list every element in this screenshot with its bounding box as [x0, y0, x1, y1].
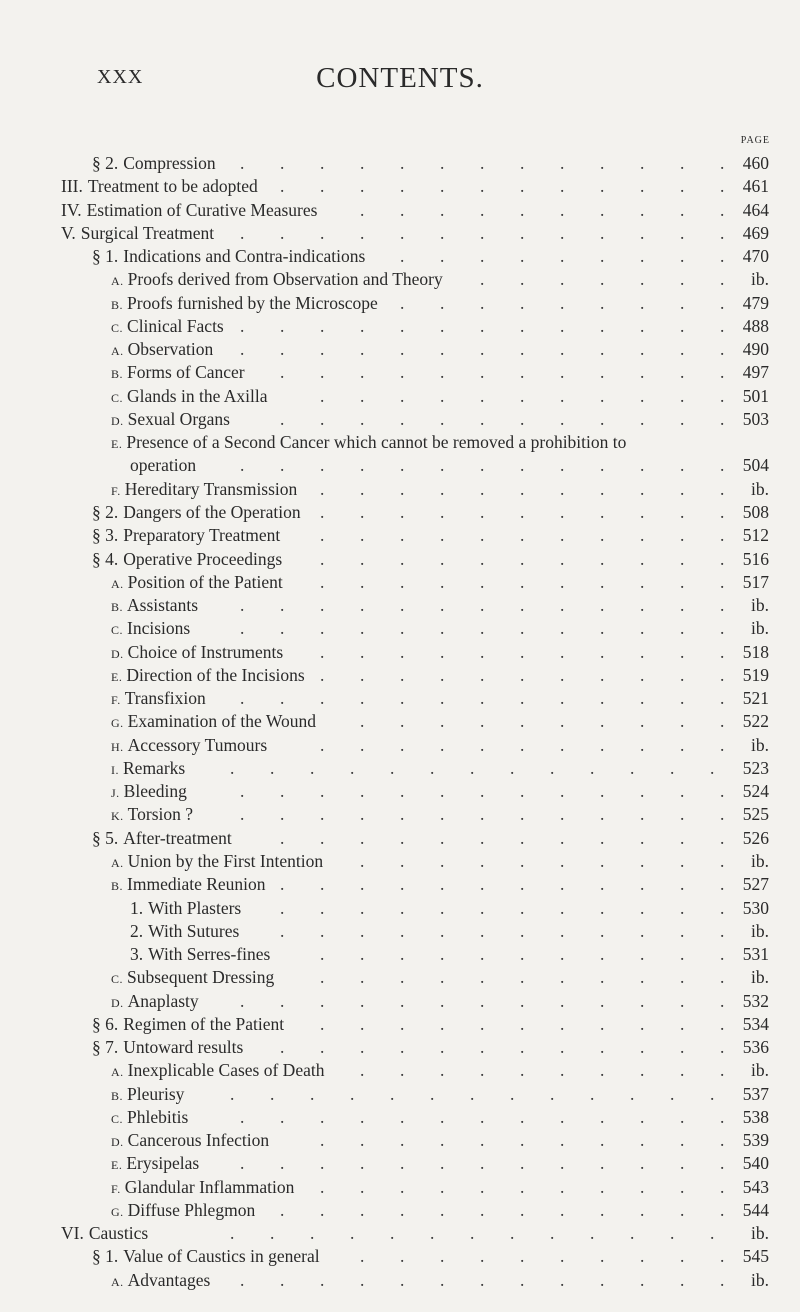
- toc-entry-page: 532: [742, 990, 769, 1011]
- toc-entry: C. Phlebitis 538 . . . . . . . . . . . . .: [0, 1106, 800, 1129]
- toc-entry-text: Hereditary Transmission: [124, 478, 298, 499]
- toc-entry-page: 521: [742, 688, 769, 709]
- toc-entry-text: Value of Caustics in general: [123, 1246, 320, 1267]
- toc-entry-marker: B.: [111, 879, 124, 894]
- toc-entry: A. Position of the Patient 517 . . . . . . . . . . .: [0, 571, 800, 594]
- toc-entry-page: 488: [742, 315, 769, 336]
- toc-entry-text: Accessory Tumours: [127, 734, 268, 755]
- toc-entry: 3. With Serres-fines 531 . . . . . . . . . . .: [0, 943, 800, 966]
- page-column-label: PAGE: [740, 135, 770, 146]
- toc-entry: F. Transfixion 521 . . . . . . . . . . . . .: [0, 687, 800, 710]
- toc-entry-text: Compression: [123, 153, 216, 173]
- toc-entry: A. Proofs derived from Observation and Theory ib. . . . . . . .: [0, 268, 800, 291]
- toc-entry-marker: D.: [111, 646, 124, 661]
- toc-entry-text: Torsion ?: [127, 804, 194, 825]
- toc-entry-marker: G.: [111, 1204, 124, 1219]
- toc-entry-text: Union by the First Intention: [127, 850, 324, 871]
- toc-entry-text: Preparatory Treatment: [123, 525, 281, 546]
- toc-entry-text: Surgical Treatment: [80, 222, 215, 243]
- toc-entry-page: 504: [742, 455, 769, 476]
- toc-entry: A. Advantages ib. . . . . . . . . . . . . .: [0, 1269, 800, 1292]
- toc-entry-text: Transfixion: [124, 688, 206, 709]
- toc-entry-label: [111, 734, 267, 759]
- toc-entry-page: 544: [742, 1199, 769, 1220]
- toc-entry-marker: B.: [111, 297, 124, 312]
- toc-entry-page: ib.: [751, 618, 769, 639]
- toc-entry-text: Estimation of Curative Measures: [86, 199, 318, 220]
- toc-entry-page: ib.: [751, 734, 769, 755]
- toc-entry-text: With Sutures: [148, 920, 240, 941]
- toc-entry-text: Untoward results: [123, 1037, 244, 1058]
- toc-entry: operation 504 . . . . . . . . . . . . .: [0, 454, 800, 477]
- toc-entry-page: ib.: [751, 920, 769, 941]
- toc-entry-marker: B.: [111, 1088, 124, 1103]
- toc-entry-marker: § 1.: [92, 246, 119, 267]
- toc-entry-marker: § 7.: [92, 1037, 119, 1058]
- toc-entry-text: With Serres-fines: [148, 944, 271, 965]
- toc-entry-label: [92, 501, 301, 524]
- toc-entry: B. Proofs furnished by the Microscope 479 . . . . . . . . .: [0, 292, 800, 315]
- toc-entry-text: Bleeding: [123, 781, 187, 802]
- toc-entry-page: 539: [742, 1130, 769, 1151]
- toc-entry-page: 527: [742, 874, 769, 895]
- toc-entry-page: 518: [742, 641, 769, 662]
- toc-entry-page: 470: [742, 246, 769, 267]
- toc-entry-marker: C.: [111, 390, 124, 405]
- toc-entry-label: [111, 990, 199, 1015]
- toc-entry-label: [130, 920, 239, 943]
- toc-entry-label: [92, 1036, 243, 1059]
- toc-entry: § 1. Indications and Contra-indications 470 . . . . . . . . .: [0, 245, 800, 268]
- toc-entry-text: Sexual Organs: [127, 408, 230, 429]
- toc-entry: III. Treatment to be adopted 461 . . . . . . . . . . . .: [0, 175, 800, 198]
- toc-entry-marker: § 1.: [92, 1246, 119, 1267]
- toc-entry-marker: C.: [111, 1111, 124, 1126]
- toc-entry: § 2. Dangers of the Operation 508 . . . . . . . . . . .: [0, 501, 800, 524]
- toc-entry-label: [61, 199, 317, 222]
- toc-entry-text: Regimen of the Patient: [123, 1013, 285, 1034]
- toc-entry-label: [111, 1106, 188, 1131]
- toc-entry-marker: B.: [111, 600, 124, 615]
- toc-entry-marker: C.: [111, 623, 124, 638]
- toc-entry-page: 536: [742, 1037, 769, 1058]
- toc-entry-page: ib.: [751, 595, 769, 616]
- toc-entry-marker: B.: [111, 367, 124, 382]
- toc-entry-marker: A.: [111, 576, 124, 591]
- toc-entry-page: 490: [742, 339, 769, 360]
- toc-entry: A. Inexplicable Cases of Death ib. . . . . . . . . . .: [0, 1059, 800, 1082]
- toc-entry-marker: A.: [111, 274, 124, 289]
- toc-entry-text: Immediate Reunion: [127, 874, 266, 895]
- toc-entry-text: Dangers of the Operation: [123, 501, 301, 522]
- toc-entry-label: [111, 617, 190, 642]
- toc-entry-page: ib.: [751, 850, 769, 871]
- toc-entry-label: [111, 1176, 294, 1201]
- toc-entry-page: 525: [742, 804, 769, 825]
- toc-entry-page: 543: [742, 1176, 769, 1197]
- toc-entry-marker: J.: [111, 786, 120, 801]
- toc-entry-label: [111, 338, 213, 363]
- toc-entry-label: [111, 268, 443, 293]
- toc-entry-page: 519: [742, 664, 769, 685]
- toc-entry: § 3. Preparatory Treatment 512 . . . . . . . . . . .: [0, 524, 800, 547]
- toc-entry-label: [111, 873, 266, 898]
- toc-entry-page: 497: [742, 362, 769, 383]
- toc-entry-page: 538: [742, 1106, 769, 1127]
- toc-entry-label: [111, 408, 230, 433]
- toc-entry: A. Observation 490 . . . . . . . . . . . . .: [0, 338, 800, 361]
- toc-entry-page: 464: [742, 199, 769, 220]
- toc-entry-page: 461: [742, 176, 769, 197]
- toc-entry-label: [111, 1199, 255, 1224]
- toc-entry-label: [130, 943, 270, 966]
- toc-entry-page: 460: [742, 153, 769, 173]
- toc-entry-text: Presence of a Second Cancer which cannot be removed a prohibition to: [126, 432, 627, 453]
- toc-entry-marker: E.: [111, 437, 123, 452]
- toc-entry: D. Choice of Instruments 518 . . . . . . . . . . .: [0, 641, 800, 664]
- toc-entry-page: 526: [742, 827, 769, 848]
- toc-entry-label: [111, 780, 187, 805]
- toc-entry-label: [111, 710, 316, 735]
- toc-entry: J. Bleeding 524 . . . . . . . . . . . . .: [0, 780, 800, 803]
- toc-entry: § 1. Value of Caustics in general 545 . . . . . . . . . .: [0, 1245, 800, 1268]
- toc-entry-marker: F.: [111, 483, 121, 498]
- toc-entry-marker: § 6.: [92, 1013, 119, 1034]
- toc-entry-marker: VI.: [61, 1223, 84, 1244]
- toc-entry: D. Sexual Organs 503 . . . . . . . . . . . .: [0, 408, 800, 431]
- toc-entry: § 6. Regimen of the Patient 534 . . . . . . . . . . .: [0, 1013, 800, 1036]
- toc-entry-marker: D.: [111, 995, 124, 1010]
- toc-entry-label: [61, 175, 258, 198]
- toc-entry-text: Operative Proceedings: [123, 548, 283, 569]
- toc-entry-marker: E.: [111, 669, 123, 684]
- toc-entry-text: Anaplasty: [127, 990, 199, 1011]
- toc-entry-page: 530: [742, 897, 769, 918]
- toc-entry: E. Direction of the Incisions 519 . . . . . . . . . . .: [0, 664, 800, 687]
- toc-entry-label: [92, 152, 216, 175]
- toc-entry-marker: § 5.: [92, 827, 119, 848]
- toc-entry-page: 512: [742, 525, 769, 546]
- toc-entry-page: 479: [742, 292, 769, 313]
- toc-entry-label: [111, 966, 274, 991]
- toc-entry-text: Incisions: [127, 618, 191, 639]
- toc-entry-text: Diffuse Phlegmon: [127, 1199, 256, 1220]
- toc-entry: C. Incisions ib. . . . . . . . . . . . . .: [0, 617, 800, 640]
- toc-entry-marker: § 4.: [92, 548, 119, 569]
- toc-entry-marker: V.: [61, 222, 76, 243]
- toc-entry-label: [111, 292, 378, 317]
- page-title: CONTENTS.: [316, 62, 484, 94]
- toc-entry-marker: C.: [111, 320, 124, 335]
- toc-entry-text: Caustics: [88, 1223, 149, 1244]
- toc-entry-marker: 3.: [130, 944, 144, 965]
- toc-entry-marker: A.: [111, 855, 124, 870]
- toc-entry: C. Clinical Facts 488 . . . . . . . . . . . . .: [0, 315, 800, 338]
- toc-entry-label: [111, 385, 268, 410]
- toc-entry-text: Pleurisy: [127, 1083, 185, 1104]
- toc-entry-label: [130, 454, 196, 477]
- toc-entry-marker: K.: [111, 809, 124, 824]
- toc-entry-page: 508: [742, 501, 769, 522]
- toc-entry-label: [92, 1013, 284, 1036]
- toc-entry: C. Glands in the Axilla 501 . . . . . . . . . . .: [0, 385, 800, 408]
- toc-entry-text: Subsequent Dressing: [127, 967, 275, 988]
- toc-entry: G. Diffuse Phlegmon 544 . . . . . . . . . . . .: [0, 1199, 800, 1222]
- toc-entry-label: [111, 803, 193, 828]
- toc-entry: V. Surgical Treatment 469 . . . . . . . . . . . . .: [0, 222, 800, 245]
- toc-entry-text: Glands in the Axilla: [127, 385, 268, 406]
- table-of-contents: [0, 152, 800, 1292]
- toc-entry-page: ib.: [751, 1269, 769, 1290]
- toc-entry-label: [111, 478, 297, 503]
- toc-entry-text: operation: [130, 455, 197, 476]
- toc-entry-text: Treatment to be adopted: [87, 176, 258, 197]
- toc-entry-page: 517: [742, 571, 769, 592]
- toc-entry-text: With Plasters: [148, 897, 242, 918]
- toc-entry: D. Anaplasty 532 . . . . . . . . . . . . .: [0, 990, 800, 1013]
- toc-entry-page: ib.: [751, 269, 769, 290]
- toc-entry-label: [111, 594, 198, 619]
- toc-entry: 2. With Sutures ib. . . . . . . . . . . . .: [0, 920, 800, 943]
- toc-entry-text: Glandular Inflammation: [124, 1176, 295, 1197]
- toc-entry-page: ib.: [751, 1060, 769, 1081]
- toc-entry-text: Inexplicable Cases of Death: [127, 1060, 325, 1081]
- toc-entry-label: [111, 850, 323, 875]
- toc-entry: VI. Caustics ib. . . . . . . . . . . . . .: [0, 1222, 800, 1245]
- toc-entry-label: [111, 361, 245, 386]
- toc-entry-text: Observation: [127, 339, 214, 360]
- toc-entry-text: Phlebitis: [127, 1106, 189, 1127]
- toc-entry-page: 534: [742, 1013, 769, 1034]
- toc-entry-page: 540: [742, 1153, 769, 1174]
- toc-entry-label: [92, 827, 232, 850]
- toc-entry-text: Erysipelas: [126, 1153, 200, 1174]
- toc-entry-label: [92, 1245, 320, 1268]
- toc-entry: B. Forms of Cancer 497 . . . . . . . . . . . .: [0, 361, 800, 384]
- toc-entry: G. Examination of the Wound 522 . . . . . . . . . .: [0, 710, 800, 733]
- toc-entry-page: 531: [742, 944, 769, 965]
- toc-entry-label: [111, 315, 224, 340]
- toc-entry-marker: H.: [111, 739, 124, 754]
- toc-entry-page: ib.: [751, 967, 769, 988]
- toc-entry-page: 524: [742, 781, 769, 802]
- toc-entry: K. Torsion ? 525 . . . . . . . . . . . . .: [0, 803, 800, 826]
- toc-entry: F. Glandular Inflammation 543 . . . . . . . . . . .: [0, 1176, 800, 1199]
- toc-entry-marker: F.: [111, 693, 121, 708]
- toc-entry: § 5. After-treatment 526 . . . . . . . . . . . .: [0, 827, 800, 850]
- toc-entry-marker: A.: [111, 1274, 124, 1289]
- toc-entry-text: Position of the Patient: [127, 571, 283, 592]
- toc-entry-page: 523: [742, 757, 769, 778]
- toc-entry-page: 545: [742, 1246, 769, 1267]
- toc-entry: B. Pleurisy 537 . . . . . . . . . . . . .: [0, 1083, 800, 1106]
- toc-entry: F. Hereditary Transmission ib. . . . . . . . . . . .: [0, 478, 800, 501]
- toc-entry: B. Assistants ib. . . . . . . . . . . . . .: [0, 594, 800, 617]
- toc-entry-page: 516: [742, 548, 769, 569]
- toc-entry-marker: D.: [111, 1135, 124, 1150]
- toc-entry: 1. With Plasters 530 . . . . . . . . . . . .: [0, 897, 800, 920]
- toc-entry-marker: G.: [111, 716, 124, 731]
- toc-entry-text: Cancerous Infection: [127, 1130, 270, 1151]
- toc-entry-label: [111, 1129, 269, 1154]
- toc-entry-marker: D.: [111, 413, 124, 428]
- toc-entry-text: Examination of the Wound: [127, 711, 316, 732]
- toc-entry-label: [92, 245, 365, 268]
- toc-entry-page: ib.: [751, 1223, 769, 1244]
- toc-entry-marker: IV.: [61, 199, 82, 220]
- toc-entry-page: 469: [742, 222, 769, 243]
- toc-entry-label: [92, 548, 282, 571]
- toc-entry-label: [111, 1269, 210, 1294]
- toc-entry: § 2. Compression 460 . . . . . . . . . . . . .: [0, 152, 800, 175]
- toc-entry-marker: E.: [111, 1158, 123, 1173]
- toc-entry: A. Union by the First Intention ib. . . . . . . . . . .: [0, 850, 800, 873]
- toc-entry-label: [111, 664, 305, 689]
- toc-entry-marker: 2.: [130, 920, 144, 941]
- toc-entry-text: Clinical Facts: [127, 315, 224, 336]
- toc-entry-text: Choice of Instruments: [127, 641, 284, 662]
- toc-entry-marker: III.: [61, 176, 83, 197]
- toc-entry-label: [111, 1059, 324, 1084]
- toc-entry-marker: 1.: [130, 897, 144, 918]
- toc-entry-text: Proofs furnished by the Microscope: [127, 292, 378, 313]
- toc-entry-text: Assistants: [127, 595, 198, 616]
- toc-entry: C. Subsequent Dressing ib. . . . . . . . . . . .: [0, 966, 800, 989]
- toc-entry-page: ib.: [751, 478, 769, 499]
- toc-entry: I. Remarks 523 . . . . . . . . . . . . .: [0, 757, 800, 780]
- toc-entry: B. Immediate Reunion 527 . . . . . . . . . . . .: [0, 873, 800, 896]
- toc-entry-text: After-treatment: [123, 827, 232, 848]
- toc-entry-label: [111, 757, 185, 782]
- toc-entry-marker: § 2.: [92, 501, 119, 522]
- toc-entry-page: 522: [742, 711, 769, 732]
- toc-entry-text: Proofs derived from Observation and Theory: [127, 269, 443, 290]
- toc-entry: § 4. Operative Proceedings 516 . . . . . . . . . . .: [0, 548, 800, 571]
- toc-entry-text: Advantages: [127, 1269, 211, 1290]
- toc-entry: § 7. Untoward results 536 . . . . . . . . . . . .: [0, 1036, 800, 1059]
- toc-entry-marker: § 2.: [92, 153, 119, 173]
- toc-entry: D. Cancerous Infection 539 . . . . . . . . . . .: [0, 1129, 800, 1152]
- toc-entry-page: 503: [742, 408, 769, 429]
- toc-entry-marker: A.: [111, 344, 124, 359]
- toc-entry-marker: § 3.: [92, 525, 119, 546]
- toc-entry: IV. Estimation of Curative Measures 464 . . . . . . . . . .: [0, 199, 800, 222]
- toc-entry-page: 501: [742, 385, 769, 406]
- toc-entry-label: [130, 897, 241, 920]
- toc-entry-label: [111, 431, 626, 456]
- toc-entry-label: [111, 641, 283, 666]
- toc-entry: [0, 431, 800, 454]
- toc-entry-label: [111, 1152, 199, 1177]
- toc-entry-label: [111, 687, 206, 712]
- toc-entry: E. Erysipelas 540 . . . . . . . . . . . . .: [0, 1152, 800, 1175]
- page-number: XXX: [97, 66, 144, 88]
- toc-entry-text: Indications and Contra-indications: [123, 246, 366, 267]
- toc-entry-label: [92, 524, 280, 547]
- toc-entry-label: [111, 1083, 184, 1108]
- toc-entry-text: Remarks: [123, 757, 186, 778]
- page-header: [0, 62, 800, 102]
- toc-entry-text: Forms of Cancer: [127, 362, 245, 383]
- toc-entry-marker: I.: [111, 762, 119, 777]
- toc-entry-marker: F.: [111, 1181, 121, 1196]
- toc-entry-marker: A.: [111, 1065, 124, 1080]
- toc-entry-page: 537: [742, 1083, 769, 1104]
- toc-entry-marker: C.: [111, 972, 124, 987]
- toc-entry-label: [111, 571, 283, 596]
- toc-entry-label: [61, 1222, 148, 1245]
- toc-entry-label: [61, 222, 214, 245]
- toc-entry: H. Accessory Tumours ib. . . . . . . . . . . .: [0, 734, 800, 757]
- toc-entry-text: Direction of the Incisions: [126, 664, 305, 685]
